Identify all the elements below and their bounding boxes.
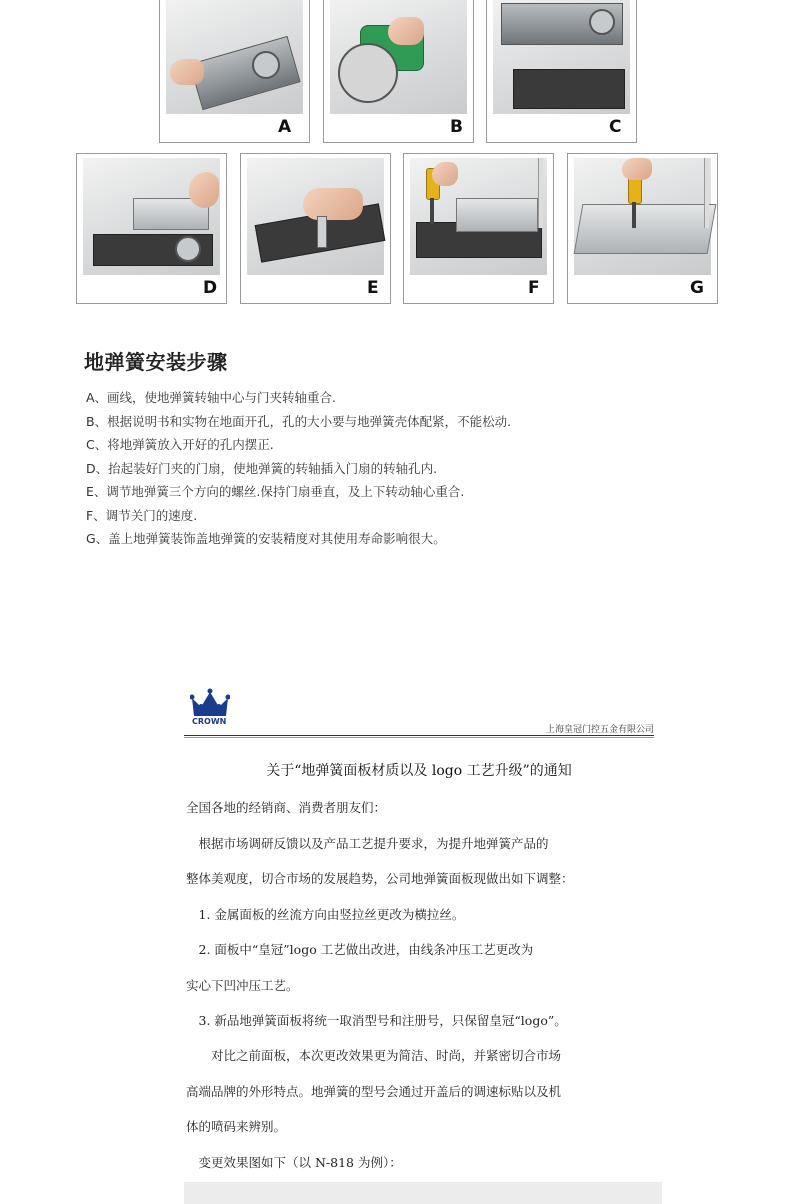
step-item: G、盖上地弹簧装饰盖地弹簧的安装精度对其使用寿命影响很大。	[86, 531, 446, 546]
notice-line: 体的喷码来辨别。	[186, 1119, 287, 1134]
header-divider	[184, 735, 654, 736]
photo-scene	[330, 0, 467, 114]
step-item: B、根据说明书和实物在地面开孔，孔的大小要与地弹簧壳体配紧，不能松动.	[86, 413, 512, 429]
photo-letter: F	[528, 278, 540, 298]
installation-steps-list	[86, 386, 511, 551]
notice-line: 全国各地的经销商、消费者朋友们：	[186, 800, 387, 815]
photo-step-e	[240, 153, 391, 304]
photo-scene	[410, 158, 547, 275]
photo-scene	[493, 0, 630, 114]
wrench	[317, 216, 327, 248]
photo-step-g	[567, 153, 718, 304]
photo-letter: C	[609, 117, 622, 137]
door-clamp	[456, 198, 538, 232]
step-item: C、将地弹簧放入开好的孔内摆正.	[86, 437, 274, 452]
step-item: A、画线，使地弹簧转轴中心与门夹转轴重合.	[86, 390, 337, 405]
hand	[189, 172, 219, 208]
hand	[622, 158, 652, 180]
notice-line: 对比之前面板，本次更改效果更为简洁、时尚，并紧密切合市场	[186, 1048, 562, 1063]
hand	[170, 59, 204, 85]
notice-line: 2. 面板中“皇冠”logo 工艺做出改进，由线条冲压工艺更改为	[186, 942, 534, 957]
floor-opening	[513, 69, 625, 109]
notice-line: 变更效果图如下（以 N-818 为例）：	[186, 1155, 402, 1170]
photo-scene	[247, 158, 384, 275]
spring-spindle	[175, 236, 201, 262]
photo-scene	[166, 0, 303, 114]
photo-letter: B	[450, 117, 463, 137]
door-edge	[704, 158, 709, 228]
hand	[303, 188, 363, 220]
screwdriver-shaft	[430, 198, 434, 224]
step-item: F、调节关门的速度.	[86, 507, 198, 523]
screwdriver-shaft	[632, 202, 636, 228]
photo-step-a	[159, 0, 310, 143]
photo-step-c	[486, 0, 637, 143]
notice-line: 1. 金属面板的丝流方向由竖拉丝更改为横拉丝。	[186, 907, 465, 922]
photo-letter: D	[203, 278, 218, 298]
hand	[388, 17, 424, 45]
photo-step-f	[403, 153, 554, 304]
saw-blade	[338, 43, 398, 103]
company-name: 上海皇冠门控五金有限公司	[545, 725, 654, 735]
photo-step-b	[323, 0, 474, 143]
step-item: E、调节地弹簧三个方向的螺丝.保持门扇垂直，及上下转动轴心重合.	[86, 484, 465, 499]
photo-letter: E	[367, 278, 379, 298]
notice-line: 整体美观度，切合市场的发展趋势，公司地弹簧面板现做出如下调整：	[186, 871, 574, 886]
notice-line: 实心下凹冲压工艺。	[186, 978, 299, 993]
step-item: D、抬起装好门夹的门扇，使地弹簧的转轴插入门扇的转轴孔内.	[86, 460, 438, 476]
photo-letter: A	[278, 117, 292, 137]
notice-line: 高端品牌的外形特点。地弹簧的型号会通过开盖后的调速标贴以及机	[186, 1084, 562, 1099]
floor-spring-device	[189, 36, 300, 110]
spring-spindle	[252, 51, 280, 79]
photo-scene	[574, 158, 711, 275]
crown-logo-text: CROWN	[192, 717, 227, 726]
door-edge	[538, 158, 543, 228]
spring-spindle	[589, 9, 615, 35]
photo-scene	[83, 158, 220, 275]
installation-steps-title: 地弹簧安装步骤	[84, 350, 228, 374]
photo-letter: G	[690, 278, 704, 298]
photo-step-d	[76, 153, 227, 304]
header-divider-thin	[184, 737, 654, 738]
cover-plate	[574, 204, 717, 254]
comparison-image	[184, 1182, 662, 1204]
hand	[432, 162, 458, 186]
notice-line: 根据市场调研反馈以及产品工艺提升要求，为提升地弹簧产品的	[186, 836, 549, 851]
notice-line: 3. 新品地弹簧面板将统一取消型号和注册号，只保留皇冠“logo”。	[186, 1013, 567, 1028]
notice-title: 关于“地弹簧面板材质以及 logo 工艺升级”的通知	[266, 763, 572, 779]
